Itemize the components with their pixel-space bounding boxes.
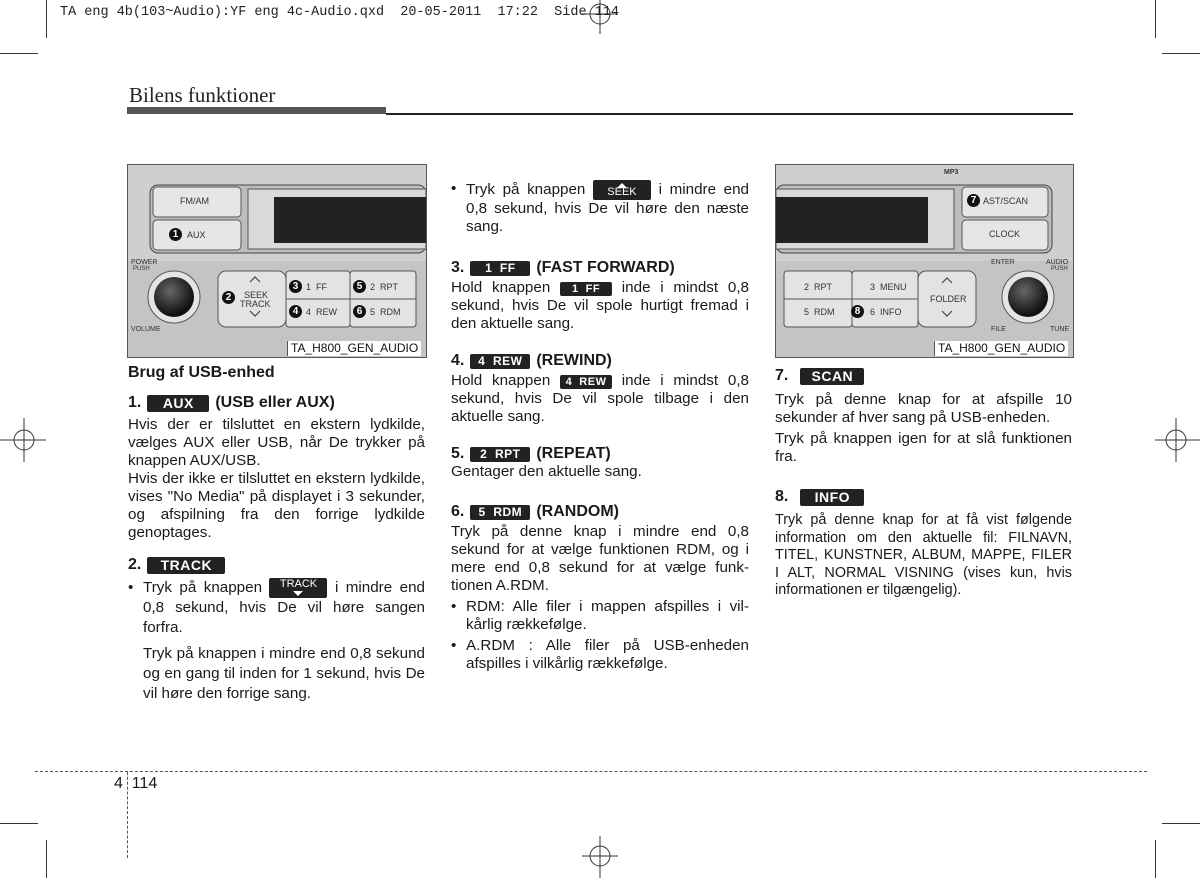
track-button-inline: TRACK	[269, 578, 327, 598]
callout-2: 2	[222, 291, 235, 304]
rpt-label: 2 RPT	[370, 282, 399, 292]
registration-mark-icon	[1155, 418, 1200, 462]
chapter-number: 4	[114, 775, 123, 792]
info-label: 6 INFO	[870, 307, 902, 317]
bullet-text-pre: Tryk på knappen	[143, 579, 263, 597]
section-8-para: Tryk på denne knap for at få vist følgende information om den aktuelle fil: FILNAVN, TITEL, KUNSTNER, ALBUM, MAPPE, FILER I ALT, NORMAL VISNING (vises kun, hvis informationen er tilgængelig).	[775, 512, 1072, 599]
ardm-bullet	[451, 637, 749, 673]
rdm-bullet-text: • RDM: Alle filer i mappen afspilles i vilkårlig rækkefølge.	[466, 598, 749, 633]
aux-badge: AUX	[147, 395, 209, 412]
track-label: TRACK	[240, 299, 271, 309]
print-slug: TA eng 4b(103~Audio):YF eng 4c-Audio.qxd 20-05-2011 17:22 Side 114	[60, 5, 619, 20]
tune-label: TUNE	[1050, 326, 1070, 333]
section-6-text: Tryk på denne knap i mindre end 0,8 sekund for at vælge funktionen RDM, og i mere end 0,8 sekund for at vælge funktionen A.RDM.	[451, 523, 749, 594]
callout-4: 4	[289, 305, 302, 318]
section-5-text: Gentager den aktuelle sang.	[451, 463, 642, 480]
section-7-para-2: Tryk på knappen igen for at slå funktionen fra.	[775, 430, 1072, 465]
crop-mark	[1162, 53, 1200, 54]
column-1	[128, 364, 425, 704]
seek-text-pre: Tryk på knappen	[466, 181, 586, 199]
registration-mark-icon	[578, 836, 622, 878]
section-3-text-post: inde i mindst 0,8 sekund, hvis De vil spole hurtigt fremad i den aktuelle sang.	[451, 279, 749, 332]
section-6-title: (RANDOM)	[536, 503, 619, 520]
push-label-right: PUSH	[1051, 266, 1068, 272]
section-7-para-1: Tryk på denne knap for at afspille 10 sekunder af hver sang på USB-enheden.	[775, 391, 1072, 426]
audio-unit-image-left	[127, 164, 427, 358]
section-1-heading	[128, 394, 425, 412]
seek-bullet	[451, 180, 749, 236]
page-number	[114, 775, 157, 793]
crop-mark	[1155, 840, 1156, 878]
column-2	[451, 180, 749, 673]
crop-mark	[1162, 823, 1200, 824]
section-4-heading	[451, 352, 749, 370]
callout-5: 5	[353, 280, 366, 293]
audio-label: AUDIO	[1046, 259, 1069, 266]
callout-1: 1	[169, 228, 182, 241]
volume-label: VOLUME	[131, 326, 161, 333]
folder-label: FOLDER	[930, 294, 967, 304]
callout-3: 3	[289, 280, 302, 293]
section-4-title: (REWIND)	[536, 352, 612, 369]
usb-heading: Brug af USB-enhed	[128, 364, 275, 381]
section-3-heading	[451, 259, 749, 277]
section-2-bullet	[128, 578, 425, 704]
ff-badge: 1 FF	[470, 261, 530, 276]
section-2-number: 2.	[128, 556, 142, 573]
section-6-number: 6.	[451, 503, 465, 520]
section-5-heading	[451, 445, 749, 463]
scan-badge: SCAN	[800, 368, 864, 385]
rew-badge: 4 REW	[470, 354, 530, 369]
seek-button-inline: SEEK	[593, 180, 651, 200]
mp3-label: MP3	[944, 169, 959, 176]
section-2-para-2: Tryk på knappen i mindre end 0,8 sekund og en gang til inden for 1 sekund, hvis De vil høre den forrige sang.	[143, 645, 425, 703]
track-badge: TRACK	[147, 557, 225, 574]
rew-badge-inline: 4 REW	[560, 375, 612, 389]
enter-label: ENTER	[991, 259, 1015, 266]
astscan-label: AST/SCAN	[983, 196, 1029, 206]
section-4-text-post: inde i mindst 0,8 sekund, hvis De vil spole tilbage i den aktuelle sang.	[451, 372, 749, 425]
column-3	[775, 367, 1072, 600]
registration-mark-icon	[0, 418, 46, 462]
section-8-heading	[775, 488, 1072, 506]
rdm-label: 5 RDM	[370, 307, 401, 317]
seek-text-post: i mindre end 0,8 sekund, hvis De vil høre den næste sang.	[466, 181, 749, 235]
section-8-number: 8.	[775, 488, 789, 505]
crop-mark	[0, 823, 38, 824]
section-5-number: 5.	[451, 445, 465, 462]
rdm-bullet	[451, 598, 749, 634]
footer-rule	[35, 771, 1147, 772]
ardm-bullet-text: • A.RDM : Alle filer på USB-enheden afspilles i vilkårlig rækkefølge.	[466, 637, 749, 672]
rpt-badge: 2 RPT	[470, 447, 530, 462]
rew-label: 4 REW	[306, 307, 338, 317]
push-label: PUSH	[133, 266, 150, 272]
crop-mark	[46, 840, 47, 878]
ff-badge-inline: 1 FF	[560, 282, 612, 296]
section-2-heading	[128, 556, 425, 574]
rpt-label-right: 2 RPT	[804, 282, 833, 292]
section-4-text-pre: Hold knappen	[451, 372, 551, 389]
title-rule-thick	[127, 107, 386, 114]
page-number-value: 114	[131, 775, 158, 792]
section-3-title: (FAST FORWARD)	[536, 259, 675, 276]
section-1-number: 1.	[128, 394, 142, 411]
image-caption-left: TA_H800_GEN_AUDIO	[287, 341, 421, 356]
section-4-number: 4.	[451, 352, 465, 369]
section-1-para-1: Hvis der er tilsluttet en ekstern lydkilde, vælges AUX eller USB, når De trykker på knappen AUX/USB.	[128, 416, 425, 469]
info-badge: INFO	[800, 489, 864, 506]
callout-8: 8	[851, 305, 864, 318]
power-label: POWER	[131, 259, 158, 266]
section-3-text-pre: Hold knappen	[451, 279, 551, 296]
aux-button-label: AUX	[187, 230, 206, 240]
rdm-badge: 5 RDM	[470, 505, 530, 520]
crop-mark	[46, 0, 47, 38]
seek-label: SEEK	[244, 290, 269, 300]
file-label: FILE	[991, 326, 1006, 333]
section-5-title: (REPEAT)	[536, 445, 611, 462]
ff-label: 1 FF	[306, 282, 328, 292]
fmam-button-label: FM/AM	[180, 196, 209, 206]
section-1-para-2: Hvis der ikke er tilsluttet en ekstern lydkilde, vises "No Media" på displayet i 3 sekunder, og afspilning fra den forrige lydkilde genoptages.	[128, 470, 425, 541]
callout-6: 6	[353, 305, 366, 318]
image-caption-right: TA_H800_GEN_AUDIO	[934, 341, 1068, 356]
section-7-number: 7.	[775, 367, 789, 384]
callout-7: 7	[967, 194, 980, 207]
crop-mark	[1155, 0, 1156, 38]
section-3-number: 3.	[451, 259, 465, 276]
clock-label: CLOCK	[989, 229, 1021, 239]
section-6-heading	[451, 503, 749, 521]
crop-mark	[0, 53, 38, 54]
section-1-title: (USB eller AUX)	[215, 394, 335, 411]
menu-label: 3 MENU	[870, 282, 907, 292]
audio-unit-image-right	[775, 164, 1074, 358]
title-rule-thin	[386, 113, 1073, 115]
section-7-heading	[775, 367, 1072, 385]
section-title: Bilens funktioner	[129, 83, 276, 107]
bullet-text-post: i mindre end 0,8 sekund, hvis De vil høre sangen forfra.	[143, 579, 425, 637]
rdm-label-right: 5 RDM	[804, 307, 835, 317]
